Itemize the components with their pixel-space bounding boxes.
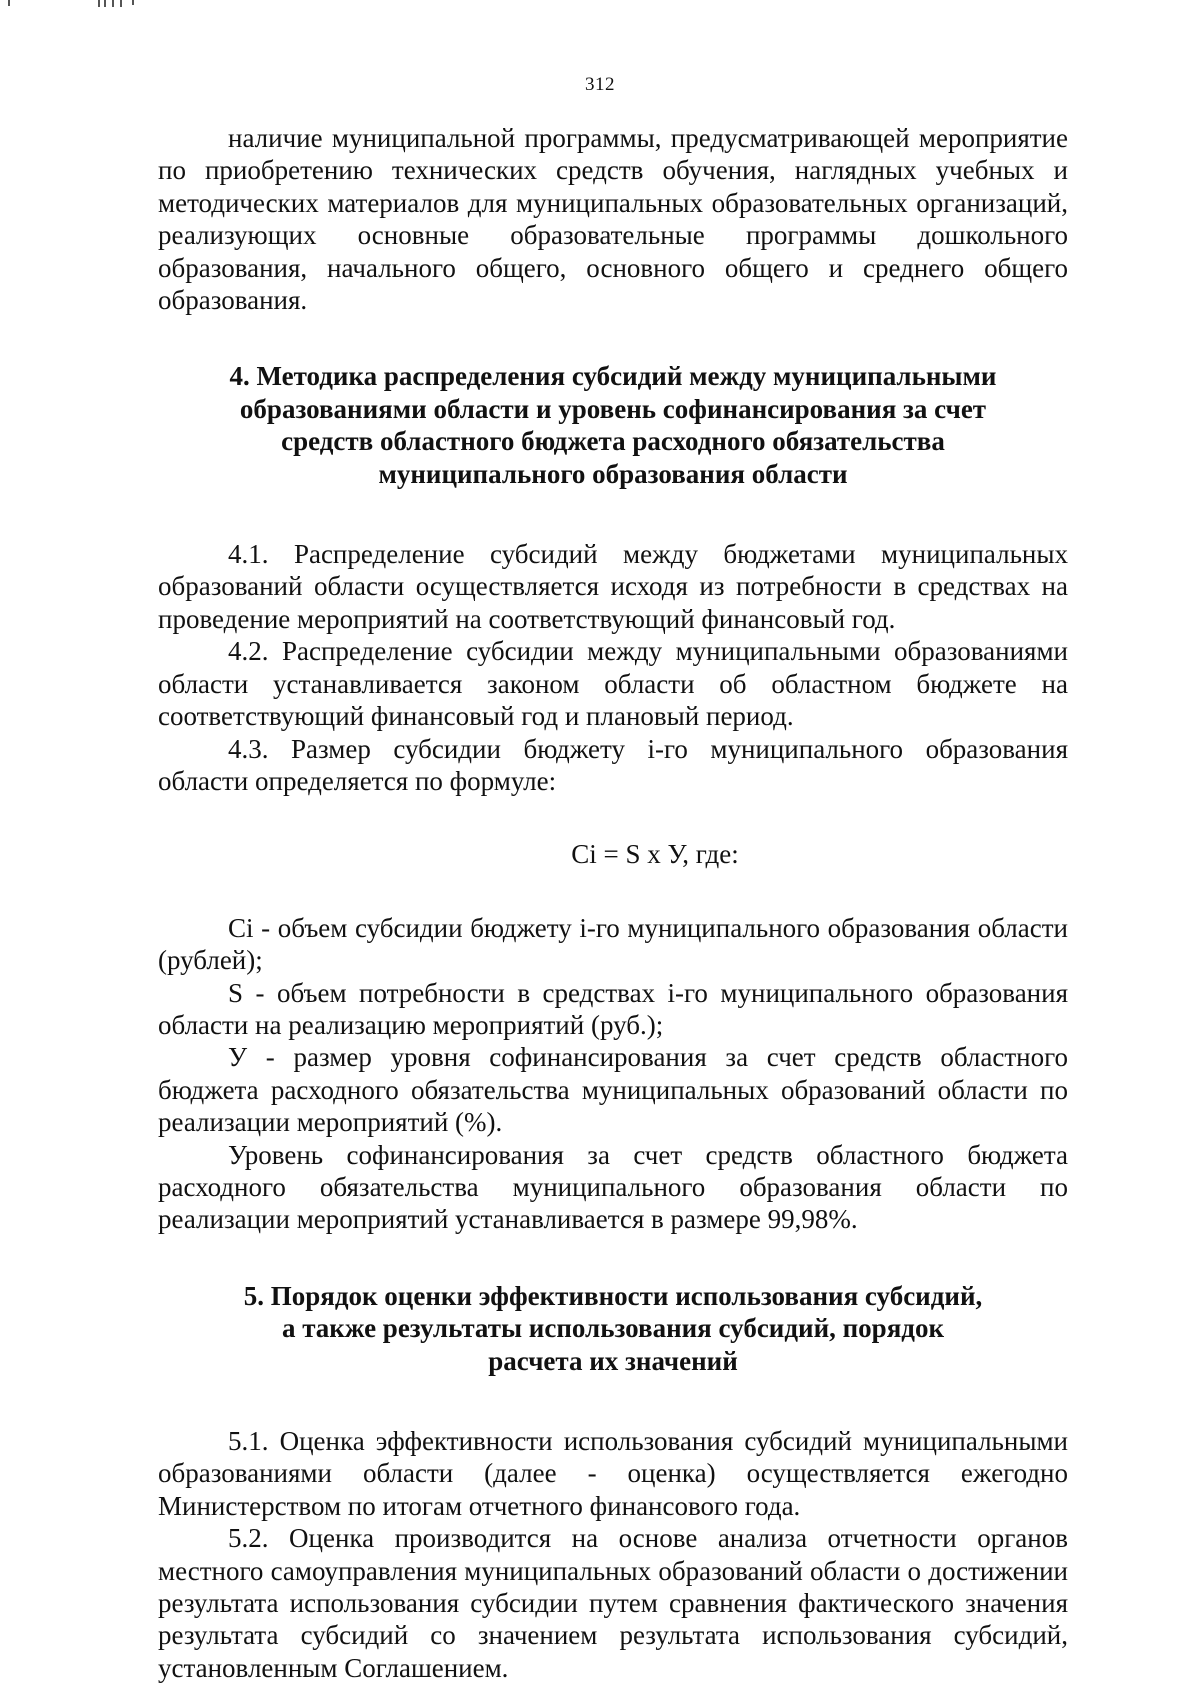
paragraph-4-1: 4.1. Распределение субсидий между бюджетами муниципальных образований области осуществляется исходя из потребности в средствах на проведение мероприятий на соответствующий финансовый год.: [158, 539, 1068, 634]
cofinancing-level-paragraph: Уровень софинансирования за счет средств областного бюджета расходного обязательства муниципального образования области по реализации мероприятий устанавливается в размере 99,98%.: [158, 1139, 1068, 1235]
subsidy-formula: Ci = S х У, где:: [571, 839, 739, 870]
page-number: 312: [585, 74, 615, 95]
paragraph-5-1: 5.1. Оценка эффективности использования субсидий муниципальными образованиями области (далее - оценка) осуществляется ежегодно Министерством по итогам отчетного финансового года.: [158, 1426, 1068, 1521]
paragraph-4-2: 4.2. Распределение субсидии между муниципальными образованиями области устанавливается законом области об областном бюджете на соответствующий финансовый год и плановый период.: [158, 636, 1068, 732]
paragraph-4-3: 4.3. Размер субсидии бюджету i-го муниципального образования области определяется по формуле:: [158, 733, 1068, 796]
page-content: [158, 122, 1068, 1684]
section-5-heading-line: расчета их значений: [488, 1345, 738, 1376]
section-5-heading-line: 5. Порядок оценки эффективности использования субсидий,: [243, 1280, 983, 1311]
section-5-heading-line: а также результаты использования субсидий, порядок: [281, 1313, 945, 1344]
definition-s: S - объем потребности в средствах i-го муниципального образования области на реализацию мероприятий (руб.);: [158, 977, 1068, 1040]
section-4-heading-line: 4. Методика распределения субсидий между муниципальными: [229, 361, 997, 392]
scan-edge-marks: [0, 0, 160, 8]
definition-ci: Ci - объем субсидии бюджету i-го муниципального образования области (рублей);: [158, 912, 1068, 976]
section-4-heading: [158, 360, 1068, 490]
section-4-heading-line: образованиями области и уровень софинансирования за счет: [239, 393, 987, 424]
section-4-heading-line: средств областного бюджета расходного обязательства: [281, 426, 945, 457]
section-5-heading: [158, 1280, 1068, 1377]
intro-paragraph: наличие муниципальной программы, предусматривающей мероприятие по приобретению технических средств обучения, наглядных учебных и методических материалов для муниципальных образовательных организаций, реализующих основные образовательные программы дошкольного образования, начального общего, основного общего и среднего общего образования.: [158, 123, 1068, 316]
section-4-heading-line: муниципального образования области: [378, 458, 848, 489]
definition-u: У - размер уровня софинансирования за счет средств областного бюджета расходного обязательства муниципальных образований области по реализации мероприятий (%).: [158, 1042, 1068, 1138]
paragraph-5-2: 5.2. Оценка производится на основе анализа отчетности органов местного самоуправления муниципальных образований области о достижении результата использования субсидии путем сравнения фактического значения результата субсидий со значением результата использования субсидий, установленным Соглашением.: [158, 1523, 1068, 1683]
